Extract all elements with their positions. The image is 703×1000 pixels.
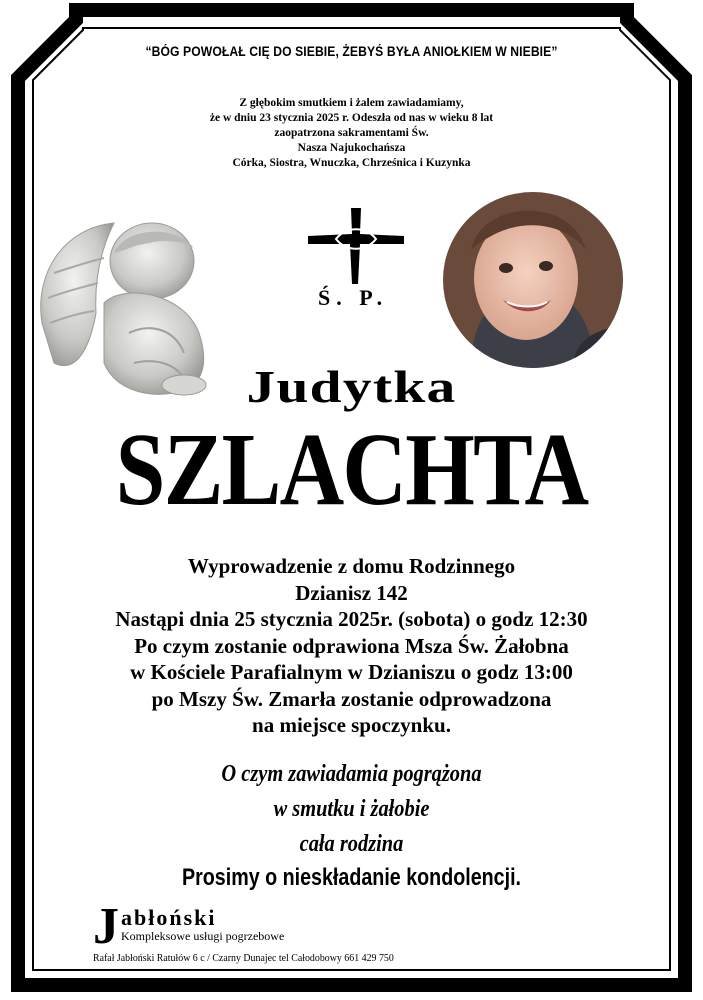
intro-line: że w dniu 23 stycznia 2025 r. Odeszła od nas w wieku 8 lat	[209, 112, 494, 124]
logo-initial: J	[93, 898, 119, 955]
funeral-line: Nastąpi dnia 25 stycznia 2025r. (sobota) o godz 12:30	[115, 607, 588, 631]
portrait-photo	[441, 190, 626, 370]
funeral-line: Wyprowadzenie z domu Rodzinnego	[187, 554, 516, 578]
intro-line: Córka, Siostra, Wnuczka, Chrześnica i Kuzynka	[232, 157, 471, 169]
closing-line: w smutku i żałobie	[273, 796, 430, 822]
first-name: Judytka	[246, 361, 457, 412]
announcement-intro	[0, 96, 703, 171]
closing-note	[53, 757, 651, 862]
intro-line: zaopatrzona sakramentami Św.	[274, 127, 429, 139]
condolence-request: Prosimy o nieskładanie kondolencji.	[181, 864, 522, 891]
funeral-line: w Kościele Parafialnym w Dzianiszu o godz 13:00	[130, 660, 573, 684]
intro-line: Z głębokim smutkiem i żalem zawiadamiamy,	[239, 97, 464, 109]
intro-line: Nasza Najukochańsza	[297, 142, 406, 154]
logo-tagline: Kompleksowe usługi pogrzebowe	[121, 929, 285, 943]
funeral-line: Dzianisz 142	[295, 580, 408, 605]
funeral-details	[0, 553, 703, 739]
cross-icon	[306, 206, 406, 286]
surname: SZLACHTA	[115, 412, 588, 527]
funeral-line: po Mszy Św. Zmarła zostanie odprowadzona	[151, 686, 552, 711]
closing-line: cała rodzina	[299, 831, 404, 857]
funeral-line: Po czym zostanie odprawiona Msza Św. Żałobna	[134, 633, 569, 658]
logo-name: abłoński	[121, 905, 217, 930]
funeral-line: na miejsce spoczynku.	[252, 713, 451, 737]
contact-footer: Rafał Jabłoński Ratułów 6 c / Czarny Dunajec tel Całodobowy 661 429 750	[93, 952, 394, 964]
memorial-quote: “BÓG POWOŁAŁ CIĘ DO SIEBIE, ŻEBYŚ BYŁA ANIOŁKIEM W NIEBIE”	[145, 44, 558, 59]
closing-line: O czym zawiadamia pogrążona	[221, 761, 482, 787]
sp-label: Ś. P.	[318, 285, 389, 310]
